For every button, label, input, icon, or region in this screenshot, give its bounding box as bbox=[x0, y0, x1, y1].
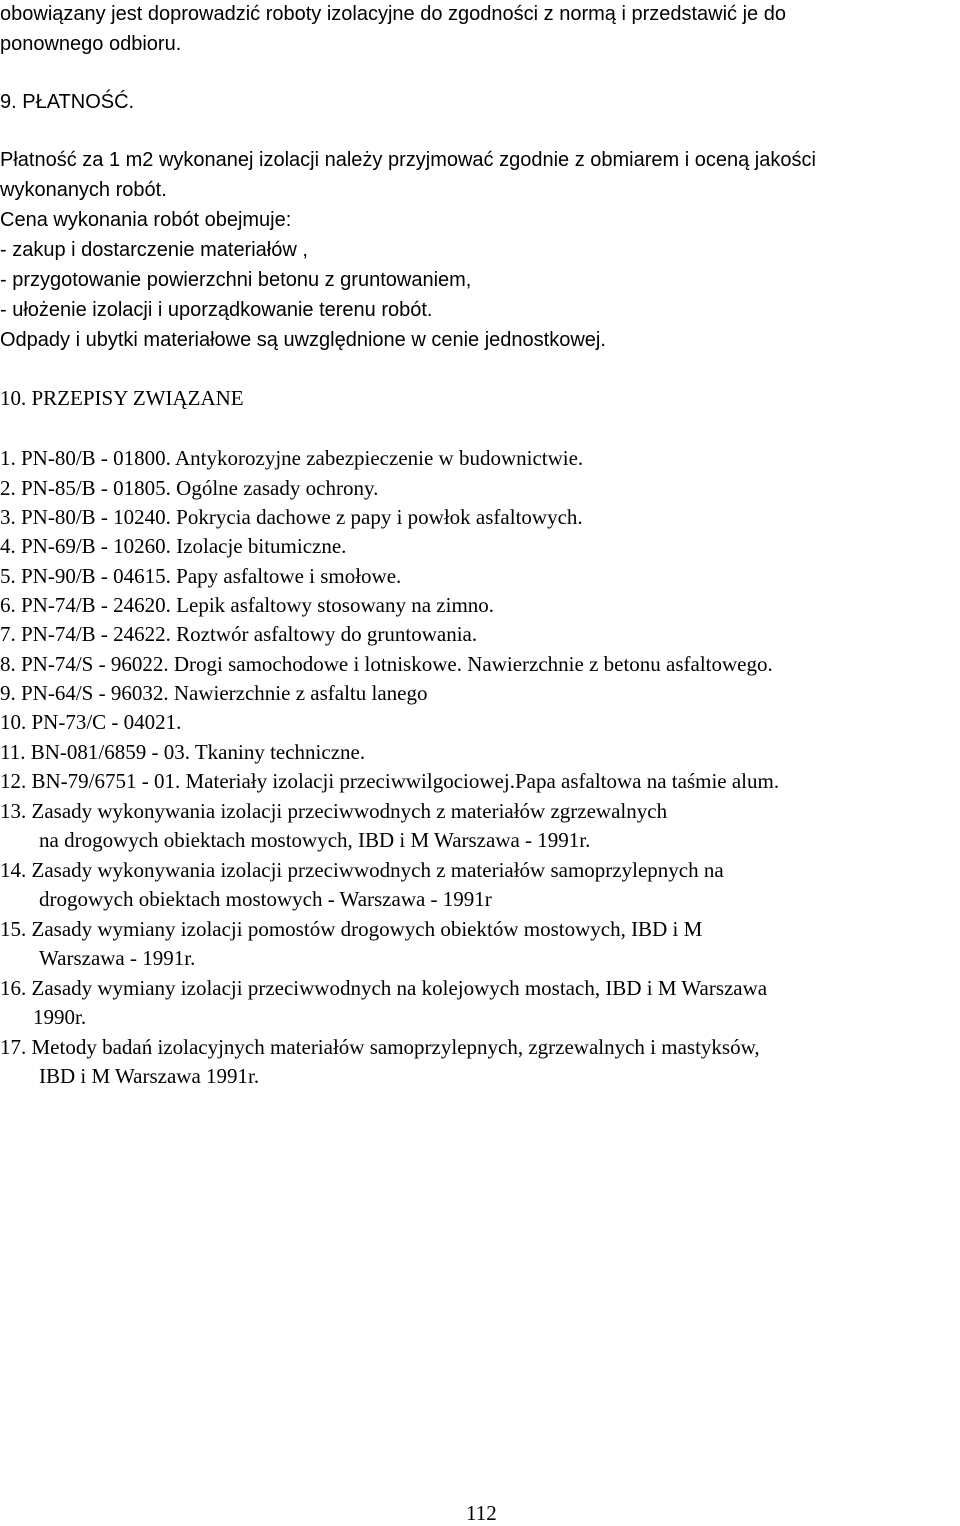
reference-item-continuation: 1990r. bbox=[33, 1005, 87, 1029]
reference-item: 12. BN-79/6751 - 01. Materiały izolacji przeciwwilgociowej.Papa asfaltowa na taśmie alum. bbox=[0, 769, 780, 793]
reference-item: 4. PN-69/B - 10260. Izolacje bitumiczne. bbox=[0, 534, 347, 558]
reference-item: 3. PN-80/B - 10240. Pokrycia dachowe z papy i powłok asfaltowych. bbox=[0, 505, 583, 529]
reference-item: 7. PN-74/B - 24622. Roztwór asfaltowy do gruntowania. bbox=[0, 622, 478, 646]
intro-line-1: obowiązany jest doprowadzić roboty izolacyjne do zgodności z normą i przedstawić je do bbox=[0, 3, 786, 25]
section-10-heading: 10. PRZEPISY ZWIĄZANE bbox=[0, 386, 244, 410]
reference-item: 6. PN-74/B - 24620. Lepik asfaltowy stosowany na zimno. bbox=[0, 593, 495, 617]
reference-item-continuation: na drogowych obiektach mostowych, IBD i M Warszawa - 1991r. bbox=[39, 828, 591, 852]
page-number: 112 bbox=[466, 1501, 497, 1525]
reference-item: 10. PN-73/C - 04021. bbox=[0, 710, 182, 734]
section-9-line: Cena wykonania robót obejmuje: bbox=[0, 209, 292, 231]
reference-item: 17. Metody badań izolacyjnych materiałów samoprzylepnych, zgrzewalnych i mastyksów, bbox=[0, 1035, 760, 1059]
reference-item-continuation: IBD i M Warszawa 1991r. bbox=[39, 1064, 260, 1088]
reference-item: 16. Zasady wymiany izolacji przeciwwodnych na kolejowych mostach, IBD i M Warszawa bbox=[0, 976, 768, 1000]
reference-item: 5. PN-90/B - 04615. Papy asfaltowe i smołowe. bbox=[0, 564, 402, 588]
reference-item: 11. BN-081/6859 - 03. Tkaniny techniczne. bbox=[0, 740, 366, 764]
reference-item: 13. Zasady wykonywania izolacji przeciwwodnych z materiałów zgrzewalnych bbox=[0, 799, 668, 823]
reference-item: 9. PN-64/S - 96032. Nawierzchnie z asfaltu lanego bbox=[0, 681, 428, 705]
section-9-line: Płatność za 1 m2 wykonanej izolacji należy przyjmować zgodnie z obmiarem i oceną jakości bbox=[0, 149, 816, 171]
reference-item: 1. PN-80/B - 01800. Antykorozyjne zabezpieczenie w budownictwie. bbox=[0, 446, 584, 470]
reference-item: 15. Zasady wymiany izolacji pomostów drogowych obiektów mostowych, IBD i M bbox=[0, 917, 703, 941]
section-9-line: - zakup i dostarczenie materiałów , bbox=[0, 239, 308, 261]
reference-item: 14. Zasady wykonywania izolacji przeciwwodnych z materiałów samoprzylepnych na bbox=[0, 858, 724, 882]
intro-line-2: ponownego odbioru. bbox=[0, 33, 182, 55]
section-9-heading: 9. PŁATNOŚĆ. bbox=[0, 91, 135, 113]
reference-item-continuation: drogowych obiektach mostowych - Warszawa - 1991r bbox=[39, 887, 492, 911]
section-9-line: - ułożenie izolacji i uporządkowanie terenu robót. bbox=[0, 299, 433, 321]
section-9-line: wykonanych robót. bbox=[0, 179, 167, 201]
section-9-line: - przygotowanie powierzchni betonu z gruntowaniem, bbox=[0, 269, 472, 291]
reference-item: 8. PN-74/S - 96022. Drogi samochodowe i lotniskowe. Nawierzchnie z betonu asfaltowego. bbox=[0, 652, 773, 676]
reference-item-continuation: Warszawa - 1991r. bbox=[39, 946, 196, 970]
section-9-line: Odpady i ubytki materiałowe są uwzględnione w cenie jednostkowej. bbox=[0, 329, 606, 351]
reference-item: 2. PN-85/B - 01805. Ogólne zasady ochrony. bbox=[0, 476, 379, 500]
